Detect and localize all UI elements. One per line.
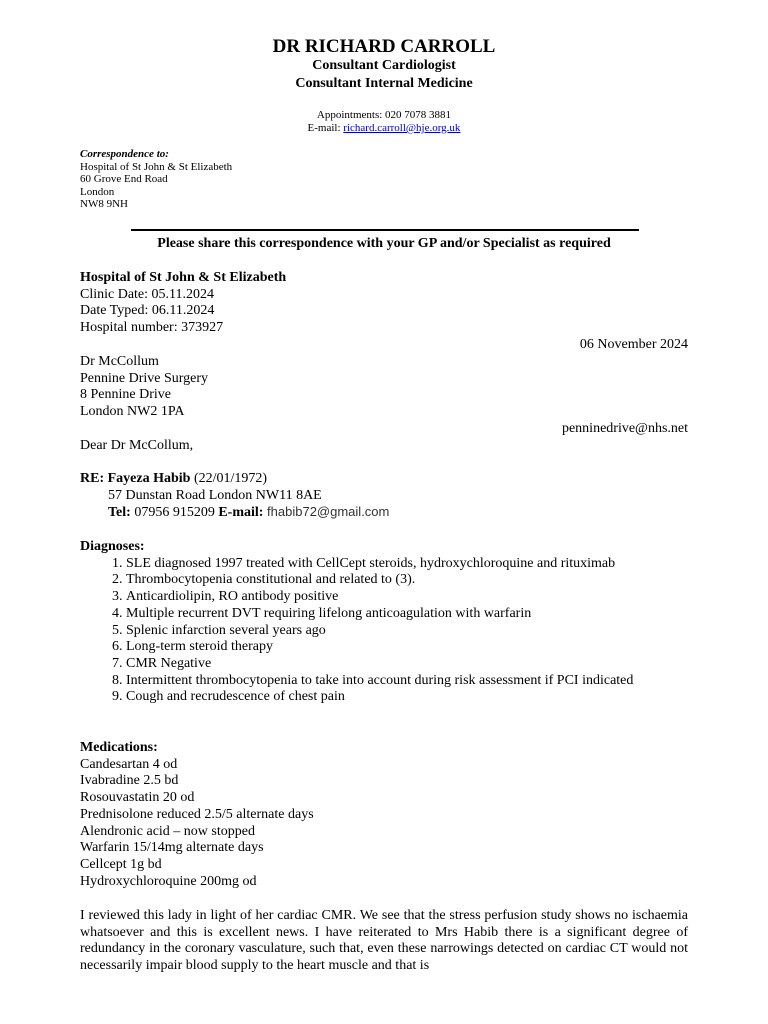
- medication-item: Warfarin 15/14mg alternate days: [80, 840, 264, 856]
- letterhead-email-link[interactable]: richard.carroll@hje.org.uk: [343, 122, 461, 134]
- recipient-practice: Pennine Drive Surgery: [80, 370, 209, 386]
- letterhead-email-line: [0, 122, 768, 134]
- medication-item: Alendronic acid – now stopped: [80, 823, 255, 839]
- diagnosis-item: 6. Long-term steroid therapy: [126, 639, 688, 656]
- doctor-name: DR RICHARD CARROLL: [272, 36, 496, 57]
- correspondence-block: [80, 148, 232, 211]
- clinic-date: Clinic Date: 05.11.2024: [80, 286, 215, 302]
- re-block: [80, 471, 688, 522]
- diagnosis-item: 3. Anticardiolipin, RO antibody positive: [126, 589, 688, 606]
- diagnosis-item: 8. Intermittent thrombocytopenia to take into account during risk assessment if PCI indicated: [126, 673, 688, 690]
- salutation: Dear Dr McCollum,: [80, 438, 194, 453]
- re-patient-name: RE: Fayeza Habib: [80, 471, 191, 486]
- correspondence-line: NW8 9NH: [80, 198, 128, 210]
- re-tel-label: Tel:: [108, 505, 131, 521]
- re-email: fhabib72@gmail.com: [263, 504, 390, 520]
- appointments-phone: Appointments: 020 7078 3881: [316, 109, 452, 121]
- date-typed: Date Typed: 06.11.2024: [80, 303, 215, 319]
- recipient-email: penninedrive@nhs.net: [561, 420, 688, 436]
- medication-item: Rosouvastatin 20 od: [80, 790, 195, 806]
- doctor-title-cardiologist: Consultant Cardiologist: [312, 58, 456, 73]
- horizontal-divider: [131, 229, 639, 231]
- recipient-block: [80, 354, 688, 438]
- re-tel: 07956 915209: [130, 505, 219, 521]
- correspondence-line: Hospital of St John & St Elizabeth: [80, 160, 233, 173]
- medication-item: Candesartan 4 od: [80, 756, 178, 772]
- letterhead-email-label: E-mail:: [307, 122, 344, 134]
- correspondence-line: 60 Grove End Road: [80, 173, 168, 185]
- correspondence-line: London: [80, 185, 115, 198]
- re-line: [80, 471, 688, 488]
- diagnosis-item: 7. CMR Negative: [126, 656, 688, 673]
- medication-item: Ivabradine 2.5 bd: [80, 773, 179, 789]
- re-patient-address: 57 Dunstan Road London NW11 8AE: [108, 487, 322, 503]
- diagnosis-item: 5. Splenic infarction several years ago: [126, 623, 688, 640]
- medication-item: Cellcept 1g bd: [80, 856, 162, 872]
- diagnoses-section: [80, 539, 688, 706]
- re-contact-line: [80, 504, 688, 522]
- medications-section: [80, 740, 688, 890]
- letter-date: 06 November 2024: [579, 336, 688, 352]
- diagnoses-heading: Diagnoses:: [80, 539, 145, 554]
- body-paragraph: I reviewed this lady in light of her cardiac CMR. We see that the stress perfusion study shows no ischaemia whatsoever and this is excellent news. I have reiterated to Mrs Habib there is a significant degree of redundancy in the coronary vasculature, such that, even these narrowings detected on cardiac CT would not necessarily impair blood supply to the heart muscle and that is: [80, 908, 688, 974]
- re-patient-dob: (22/01/1972): [190, 471, 268, 486]
- medications-heading: Medications:: [80, 740, 158, 755]
- hospital-number: Hospital number: 373927: [80, 320, 224, 336]
- correspondence-label: Correspondence to:: [80, 148, 169, 160]
- recipient-street: 8 Pennine Drive: [80, 387, 171, 403]
- diagnoses-list: [80, 556, 688, 706]
- hospital-block: [80, 270, 688, 354]
- diagnosis-item: 4. Multiple recurrent DVT requiring lifelong anticoagulation with warfarin: [126, 606, 688, 623]
- medication-item: Hydroxychloroquine 200mg od: [80, 873, 257, 889]
- share-notice: Please share this correspondence with your GP and/or Specialist as required: [157, 236, 611, 251]
- medication-item: Prednisolone reduced 2.5/5 alternate days: [80, 806, 314, 822]
- recipient-name: Dr McCollum: [80, 354, 159, 369]
- hospital-name: Hospital of St John & St Elizabeth: [80, 270, 287, 285]
- diagnosis-item: 2. Thrombocytopenia constitutional and related to (3).: [126, 572, 688, 589]
- doctor-title-internal-medicine: Consultant Internal Medicine: [295, 76, 473, 91]
- diagnosis-item: 9. Cough and recrudescence of chest pain: [126, 689, 688, 706]
- recipient-city: London NW2 1PA: [80, 404, 185, 420]
- diagnosis-item: 1. SLE diagnosed 1997 treated with CellCept steroids, hydroxychloroquine and rituximab: [126, 556, 688, 573]
- re-email-label: E-mail:: [218, 505, 264, 521]
